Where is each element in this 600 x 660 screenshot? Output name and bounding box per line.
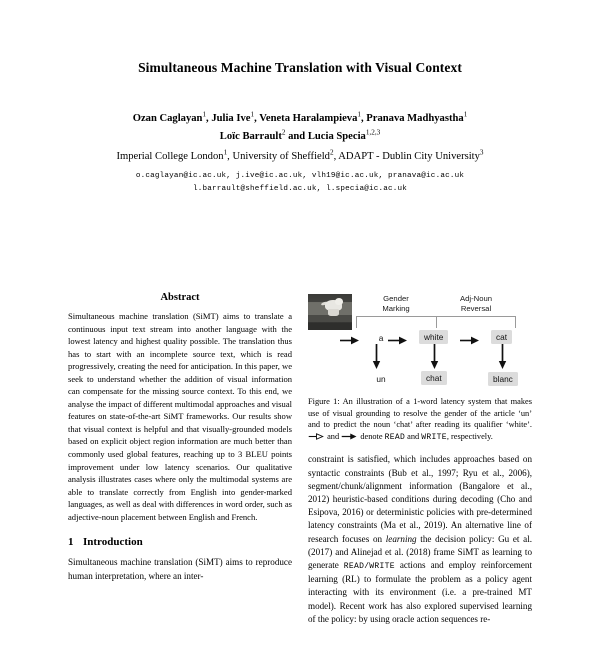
- target-token-chat: chat: [421, 371, 447, 385]
- down-arrow-icon: [430, 344, 439, 370]
- email-line-1: o.caglayan@ic.ac.uk, j.ive@ic.ac.uk, vlh19@ic.ac.uk, pranava@ic.ac.uk: [135, 172, 465, 180]
- author-list: [0, 110, 600, 146]
- figure-caption-write: WRITE: [421, 432, 447, 442]
- rc-text-1: constraint is satisfied, which includes approaches based on syntactic constraints (Bub et al., 1997; Ryu et al., 2006), segment/chunk/alignment information (Bangalore et al., 2012) heuristic-based conditions during decoding (Cho and Esipova, 2016) or deterministic policies with pre-determined latency constraints (Ma et al., 2019). An alternative line of research focuses on: [308, 454, 532, 544]
- write-arrow-icon: [341, 433, 358, 440]
- abstract-text: Simultaneous machine translation (SiMT) aims to translate a continuous input text stream into another language with the lowest latency and highest quality possible. The translation thus has to start with an incomplete source text, which is read progressively, creating the need for anticipation. In this paper, we seek to understand whether the addition of visual information can compensate for the missing source context. To this end, we analyse the impact of different multimodal approaches and visual features on state-of-the-art SiMT frameworks. Our results show that visual context is helpful and that visually-grounded models based on explicit object region information are much better than commonly used global features, reaching up to 3 BLEU points improvement under low latency scenarios. Our qualitative analysis illustrates cases where only the multimodal systems are able to translate correctly from English into gender-marked languages, as well as deal with differences in word order, such as adjective-noun placement between English and French.: [68, 311, 292, 522]
- author-line-1: Ozan Caglayan$^1$, Julia Ive$^1$, Veneta Haralampieva$^1$, Pranava Madhyastha$^1$: [132, 110, 468, 124]
- section-heading-introduction: [68, 536, 292, 548]
- target-token-un: un: [376, 374, 386, 384]
- section-title: Introduction: [83, 536, 143, 549]
- figure-1-diagram: [308, 292, 532, 392]
- introduction-paragraph: Simultaneous machine translation (SiMT) aims to reproduce human interpretation, where an inter-: [68, 557, 292, 581]
- figure-caption-join: and: [405, 431, 422, 441]
- write-arrow-icon: [460, 336, 480, 345]
- down-arrow-icon: [372, 344, 381, 370]
- left-column: [68, 292, 292, 583]
- bracket-label-adj-noun-reversal: Adj-Noun Reversal: [459, 294, 493, 313]
- target-token-blanc: blanc: [488, 372, 518, 386]
- paper-page: [0, 60, 600, 660]
- page-title: Simultaneous Machine Translation with Visual Context: [138, 60, 462, 75]
- read-arrow-icon: [308, 433, 325, 440]
- cat-head-shape: [335, 298, 343, 305]
- figure-caption-end: , respectively.: [446, 431, 493, 441]
- figure-caption-read: READ: [384, 432, 406, 442]
- figure-caption-text-1: An illustration of a 1-word latency system that makes use of visual grounding to resolve the gender of the article ‘un’ and to predict the noun ‘chat’ after reading its qualifier ‘white’.: [308, 397, 532, 430]
- right-column-paragraph: [308, 453, 532, 626]
- source-token-white: white: [419, 330, 448, 344]
- figure-caption-text-2: denote: [358, 431, 385, 441]
- bracket-line-gender: [356, 316, 437, 328]
- source-token-cat: cat: [491, 330, 512, 344]
- figure-caption-label: Figure 1:: [308, 397, 340, 406]
- down-arrow-icon: [498, 344, 507, 370]
- right-column: [308, 292, 532, 626]
- rc-emphasis-learning: learning: [385, 533, 417, 544]
- rc-mono-read-write: READ/WRITE: [343, 562, 395, 571]
- cat-legs-shape: [328, 309, 339, 316]
- bracket-label-gender-marking: Gender Marking: [382, 294, 410, 313]
- rc-text-3: actions and employ reinforcement learning (RL) to formulate the problem as a policy agent interacting with its environment (i.e. a pre-trained MT model). Recent work has also explored supervised learning of the policy: by using oracle action sequences re-: [308, 560, 532, 624]
- figure-caption-and: and: [325, 431, 342, 441]
- figure-1-caption: [308, 396, 532, 443]
- author-line-2: Loïc Barrault$^2$ and Lucia Specia$^{1,2,3}$: [219, 128, 381, 142]
- abstract-heading: Abstract: [160, 292, 200, 303]
- email-line-2: l.barrault@sheffield.ac.uk, l.specia@ic.ac.uk: [192, 184, 408, 193]
- source-token-a: a: [378, 333, 384, 343]
- cat-photo-thumbnail: [308, 294, 352, 330]
- section-number: 1: [68, 536, 74, 549]
- affiliation-line: Imperial College London$^1$, University of Sheffield$^2$, ADAPT - Dublin City University$^3$: [116, 148, 484, 162]
- bracket-line-adj-noun: [436, 316, 516, 328]
- two-column-body: [0, 292, 600, 660]
- write-arrow-icon: [340, 336, 360, 345]
- email-block: [0, 170, 600, 195]
- rc-text-2: the decision policy: Gu et al. (2017) and Alinejad et al. (2018) frame SiMT as learning to generate: [308, 533, 532, 570]
